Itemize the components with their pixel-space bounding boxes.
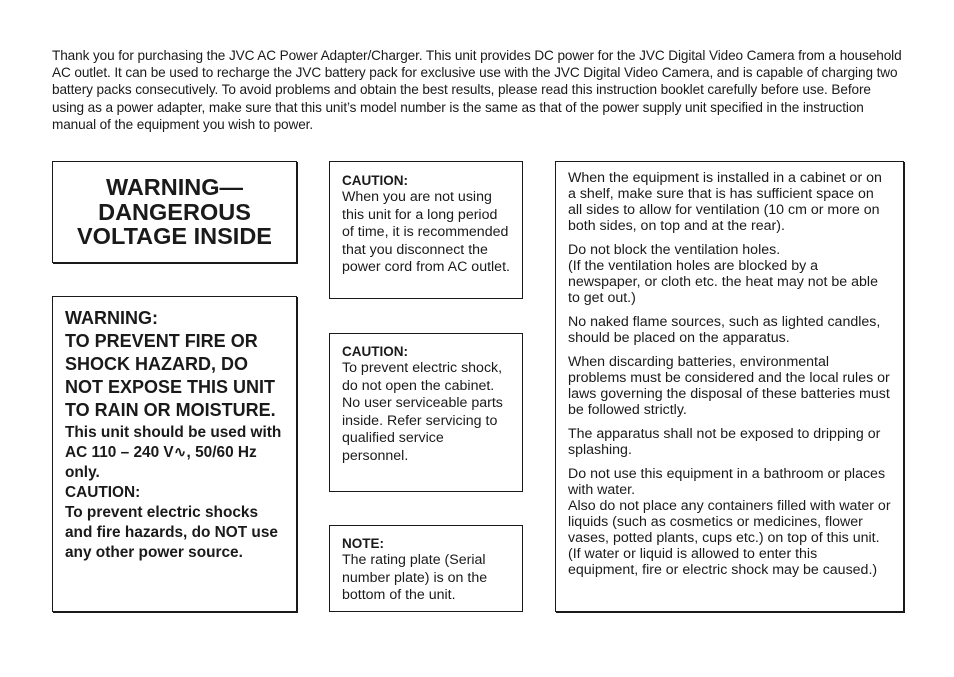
dangerous-voltage-text: WARNING— DANGEROUS VOLTAGE INSIDE <box>77 174 272 250</box>
precaution-water: Do not use this equipment in a bathroom or places with water. Also do not place any containers filled with water or liquids (such as cosmetics or medicines, flower vases, potted plants, cups etc.) on top of this unit. (If water or liquid is allowed to enter this equipment, fire or electric shock may be caused.) <box>568 466 891 578</box>
cabinet-caution-text: To prevent electric shock, do not open the cabinet. No user serviceable parts inside. Refer servicing to qualified service personnel. <box>342 360 503 464</box>
precaution-ventilation-holes: Do not block the ventilation holes. (If the ventilation holes are blocked by a newspaper, or cloth etc. the heat may not be able to get out.) <box>568 242 878 306</box>
unplug-caution-text: When you are not using this unit for a long period of time, it is recommended that you disconnect the power cord from AC outlet. <box>342 189 510 276</box>
precaution-battery-disposal: When discarding batteries, environmental problems must be considered and the local rules or laws governing the disposal of these batteries must be followed strictly. <box>568 354 890 418</box>
unplug-caution-box <box>329 161 523 299</box>
dangerous-voltage-warning-box <box>52 161 297 263</box>
precautions-box <box>555 161 904 612</box>
note-label: NOTE: <box>342 536 384 551</box>
cabinet-caution-box <box>329 333 523 492</box>
precaution-naked-flame: No naked flame sources, such as lighted candles, should be placed on the apparatus. <box>568 314 881 346</box>
fire-shock-warning-heading: WARNING: TO PREVENT FIRE OR SHOCK HAZARD, DO NOT EXPOSE THIS UNIT TO RAIN OR MOISTURE. <box>65 308 276 420</box>
precaution-ventilation-space: When the equipment is installed in a cabinet or on a shelf, make sure that is has sufficient space on all sides to allow for ventilation (10 cm or more on both sides, on top and at the rear). <box>568 170 882 234</box>
power-source-caution-label: CAUTION: <box>65 484 141 501</box>
precaution-dripping: The apparatus shall not be exposed to dripping or splashing. <box>568 426 881 458</box>
unplug-caution-label: CAUTION: <box>342 173 408 188</box>
ac-voltage-note: This unit should be used with AC 110 – 240 V∿, 50/60 Hz only. <box>65 424 282 481</box>
note-text: The rating plate (Serial number plate) is on the bottom of the unit. <box>342 552 488 604</box>
intro-paragraph: Thank you for purchasing the JVC AC Power Adapter/Charger. This unit provides DC power for the JVC Digital Video Camera from a household AC outlet. It can be used to recharge the JVC battery pack for exclusive use with the JVC Digital Video Camera, and is capable of charging two battery packs consecutively. To avoid problems and obtain the best results, please read this instruction booklet carefully before use. Before using as a power adapter, make sure that this unit’s model number is the same as that of the power supply unit specified in the instruction manual of the equipment you wish to power. <box>52 48 902 132</box>
rating-plate-note-box <box>329 525 523 612</box>
power-source-caution-text: To prevent electric shocks and fire hazards, do NOT use any other power source. <box>65 504 278 561</box>
cabinet-caution-label: CAUTION: <box>342 344 408 359</box>
fire-shock-warning-box <box>52 296 297 612</box>
